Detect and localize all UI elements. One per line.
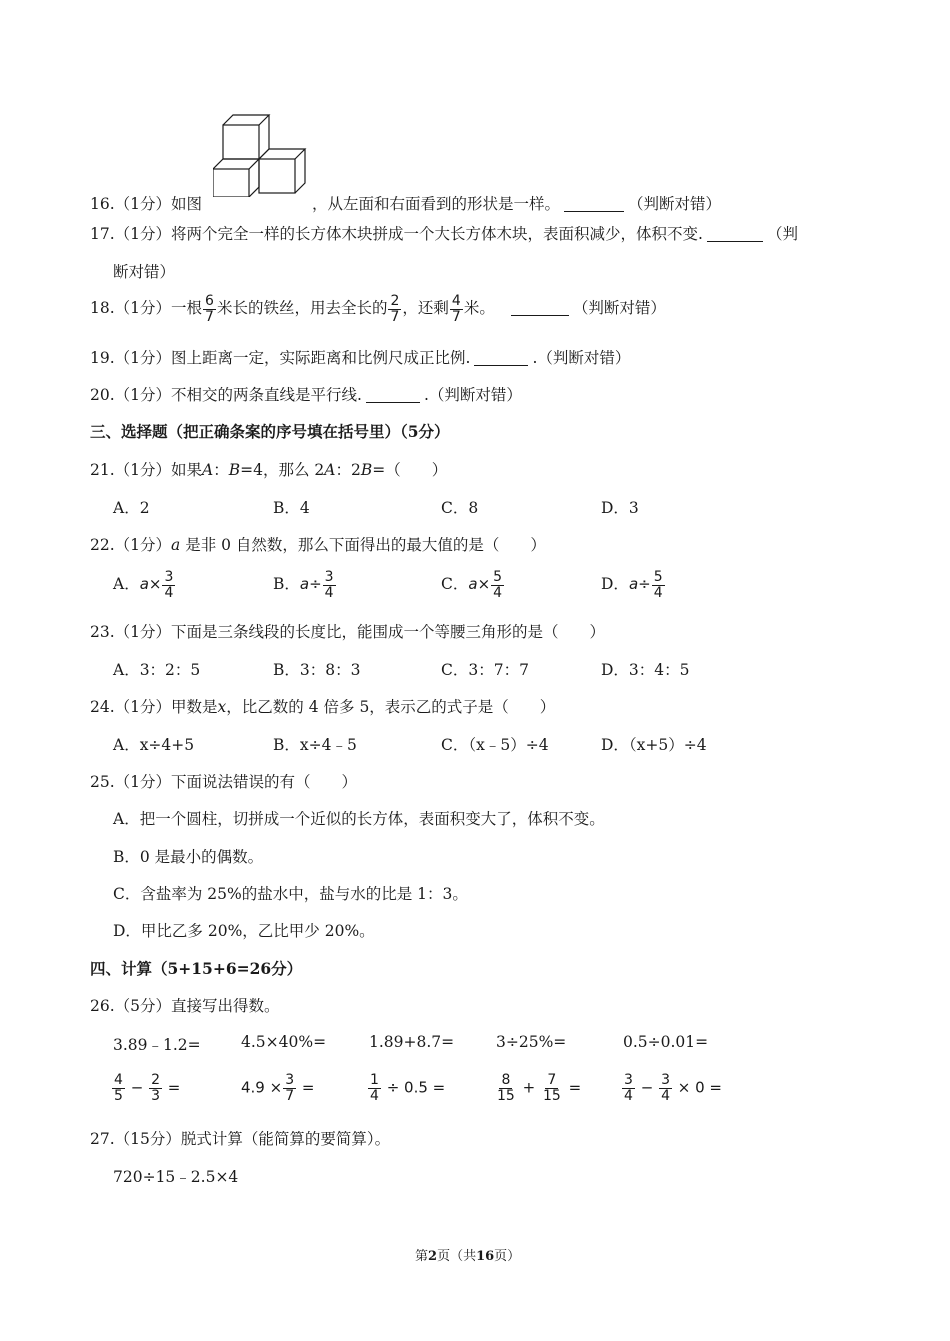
calc-item: 1.89+8.7= bbox=[369, 1033, 455, 1051]
question-25: 25.（1分）下面说法错误的有（ ） bbox=[90, 773, 358, 791]
option-b[interactable]: B．3：8：3 bbox=[273, 661, 361, 679]
option-c[interactable]: C．3：7：7 bbox=[441, 661, 529, 679]
page-footer: 第2页（共16页） bbox=[415, 1249, 521, 1264]
calc-item: 0.5÷0.01= bbox=[623, 1033, 709, 1051]
option-a[interactable]: A．x÷4+5 bbox=[113, 736, 195, 754]
calc-item: $\frac{1}{4}$ ÷ 0.5 = bbox=[370, 1072, 446, 1104]
question-16: 16.（1分）如图 bbox=[90, 195, 203, 213]
fraction: $\frac{2}{7}$ bbox=[390, 293, 400, 325]
calc-item: $\frac{3}{4}$ − $\frac{3}{4}$ × 0 = bbox=[624, 1072, 722, 1104]
question-17: 17.（1分）将两个完全一样的长方体木块拼成一个大长方体木块，表面积减少，体积不变. （判 bbox=[90, 225, 798, 243]
option-d[interactable]: D．a÷ $\frac{5}{4}$ bbox=[601, 569, 663, 601]
calc-item: 4.9 × $\frac{3}{7}$ = bbox=[241, 1072, 315, 1104]
option-d[interactable]: D．（x+5）÷4 bbox=[601, 736, 707, 754]
option-c[interactable]: C．8 bbox=[441, 499, 479, 517]
question-20: 20.（1分）不相交的两条直线是平行线. .（判断对错） bbox=[90, 386, 522, 404]
answer-blank[interactable] bbox=[707, 224, 763, 242]
question-23: 23.（1分）下面是三条线段的长度比，能围成一个等腰三角形的是（ ） bbox=[90, 623, 606, 641]
option-b[interactable]: B．4 bbox=[273, 499, 310, 517]
cube-figure bbox=[213, 113, 309, 197]
option-a[interactable]: A．3：2：5 bbox=[113, 661, 201, 679]
question-21: 21.（1分）如果A：B=4，那么 2A：2B=（ ） bbox=[90, 461, 448, 479]
fraction: $\frac{3}{4}$ bbox=[164, 569, 174, 601]
calc-item: 4.5×40%= bbox=[241, 1033, 327, 1051]
question-26: 26.（5分）直接写出得数。 bbox=[90, 997, 280, 1015]
fraction: $\frac{5}{4}$ bbox=[653, 569, 663, 601]
fraction: $\frac{3}{4}$ bbox=[324, 569, 334, 601]
option-c[interactable]: C．a× $\frac{5}{4}$ bbox=[441, 569, 503, 601]
answer-blank[interactable] bbox=[564, 194, 624, 212]
option-d[interactable]: D．3 bbox=[601, 499, 639, 517]
answer-blank[interactable] bbox=[366, 385, 420, 403]
answer-blank[interactable] bbox=[511, 298, 569, 316]
option-c[interactable]: C．（x﹣5）÷4 bbox=[441, 736, 549, 754]
question-27: 27.（15分）脱式计算（能简算的要简算）。 bbox=[90, 1130, 391, 1148]
option-a[interactable]: A．2 bbox=[113, 499, 150, 517]
section-4-heading: 四、计算（5+15+6=26分） bbox=[90, 959, 303, 978]
answer-blank[interactable] bbox=[474, 348, 528, 366]
section-3-heading: 三、选择题（把正确条案的序号填在括号里）（5分） bbox=[90, 422, 450, 441]
fraction: $\frac{4}{7}$ bbox=[451, 293, 461, 325]
calc-item: $\frac{8}{15}$ + $\frac{7}{15}$ = bbox=[497, 1072, 582, 1104]
option-d[interactable]: D．3：4：5 bbox=[601, 661, 690, 679]
option-c[interactable]: C．含盐率为 25%的盐水中，盐与水的比是 1：3。 bbox=[113, 885, 468, 903]
option-a[interactable]: A．a× $\frac{3}{4}$ bbox=[113, 569, 174, 601]
question-18: 18.（1分）一根 $\frac{6}{7}$ 米长的铁丝，用去全长的 $\frac{2}{7}$ ，还剩 $\frac{4}{7}$ 米。 （判断对错） bbox=[90, 293, 666, 325]
fraction: $\frac{6}{7}$ bbox=[205, 293, 214, 325]
calc-expression: 720÷15﹣2.5×4 bbox=[113, 1168, 239, 1186]
question-16-rest: ，从左面和右面看到的形状是一样。 （判断对错） bbox=[312, 195, 722, 213]
option-b[interactable]: B．a÷ $\frac{3}{4}$ bbox=[273, 569, 334, 601]
calc-item: 3÷25%= bbox=[496, 1033, 567, 1051]
option-b[interactable]: B．0 是最小的偶数。 bbox=[113, 848, 264, 866]
option-b[interactable]: B．x÷4﹣5 bbox=[273, 736, 357, 754]
question-22: 22.（1分）a 是非 0 自然数，那么下面得出的最大值的是（ ） bbox=[90, 536, 546, 554]
calc-item: 3.89﹣1.2= bbox=[113, 1036, 201, 1054]
question-24: 24.（1分）甲数是x，比乙数的 4 倍多 5，表示乙的式子是（ ） bbox=[90, 698, 556, 716]
calc-item: $\frac{4}{5}$ − $\frac{2}{3}$ = bbox=[114, 1072, 181, 1104]
option-d[interactable]: D．甲比乙多 20%，乙比甲少 20%。 bbox=[113, 922, 375, 940]
question-17-cont: 断对错） bbox=[113, 263, 176, 281]
question-19: 19.（1分）图上距离一定，实际距离和比例尺成正比例. .（判断对错） bbox=[90, 349, 631, 367]
option-a[interactable]: A．把一个圆柱，切拼成一个近似的长方体，表面积变大了，体积不变。 bbox=[113, 810, 605, 828]
fraction: $\frac{5}{4}$ bbox=[493, 569, 503, 601]
